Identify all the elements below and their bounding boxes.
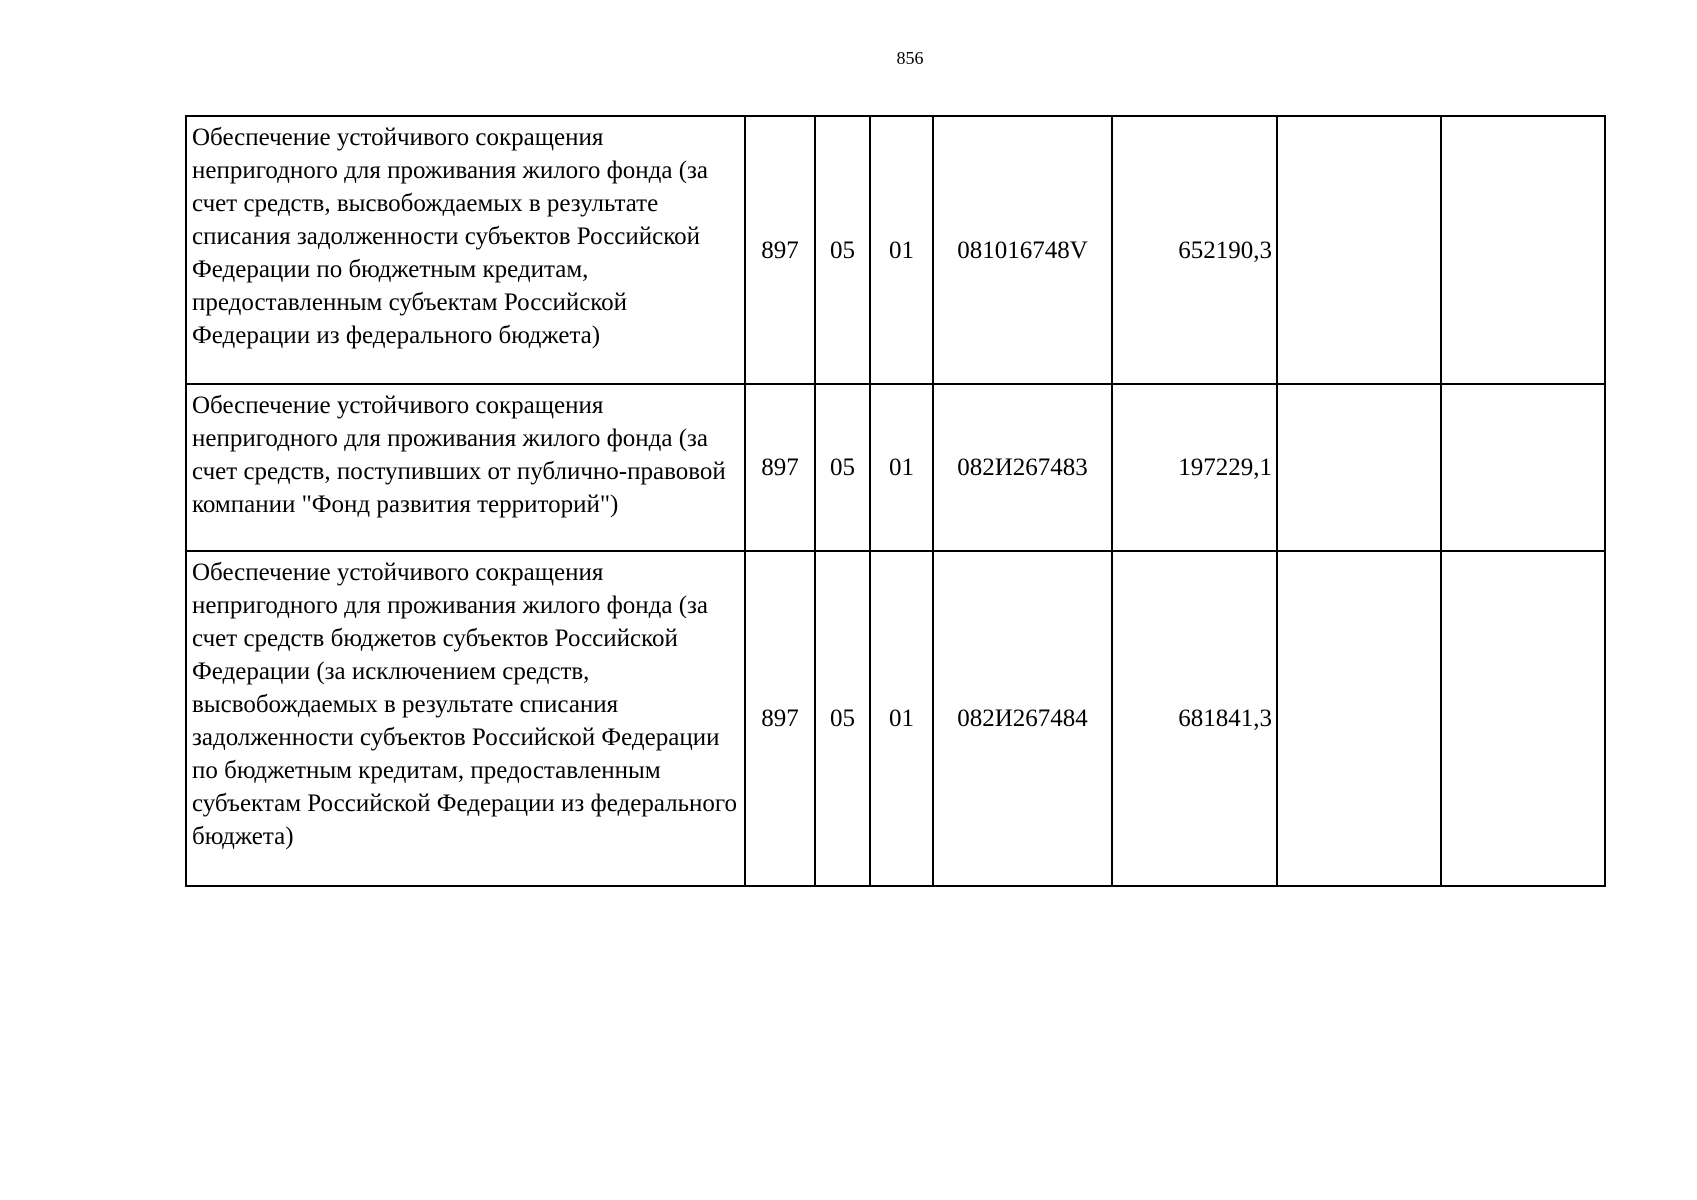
target-article-code: 082И267483 (933, 384, 1112, 551)
row-description: Обеспечение устойчивого сокращения непригодного для проживания жилого фонда (за счет средств бюджетов субъектов Российской Федерации (за исключением средств, высвобождаемых в результате списания задолженности субъектов Российской Федерации по бюджетным кредитам, предоставленным субъектам Российской Федерации из федерального бюджета) (186, 551, 745, 886)
section-code: 05 (815, 384, 870, 551)
table-row (186, 116, 1605, 384)
target-article-code: 081016748V (933, 116, 1112, 384)
amount-cell: 681841,3 (1112, 551, 1277, 886)
empty-cell (1277, 551, 1441, 886)
ministry-code: 897 (745, 551, 815, 886)
section-code: 05 (815, 116, 870, 384)
ministry-code: 897 (745, 384, 815, 551)
ministry-code: 897 (745, 116, 815, 384)
empty-cell (1441, 551, 1605, 886)
row-description: Обеспечение устойчивого сокращения непригодного для проживания жилого фонда (за счет средств, высвобождаемых в результате списания задолженности субъектов Российской Федерации по бюджетным кредитам, предоставленным субъектам Российской Федерации из федерального бюджета) (186, 116, 745, 384)
amount-cell: 197229,1 (1112, 384, 1277, 551)
empty-cell (1441, 116, 1605, 384)
table-row (186, 384, 1605, 551)
budget-table (185, 115, 1606, 887)
table-row (186, 551, 1605, 886)
section-code: 05 (815, 551, 870, 886)
empty-cell (1277, 384, 1441, 551)
subsection-code: 01 (870, 551, 933, 886)
subsection-code: 01 (870, 384, 933, 551)
empty-cell (1441, 384, 1605, 551)
page-number: 856 (896, 48, 924, 68)
row-description: Обеспечение устойчивого сокращения непригодного для проживания жилого фонда (за счет средств, поступивших от публично-правовой компании "Фонд развития территорий") (186, 384, 745, 551)
subsection-code: 01 (870, 116, 933, 384)
empty-cell (1277, 116, 1441, 384)
target-article-code: 082И267484 (933, 551, 1112, 886)
amount-cell: 652190,3 (1112, 116, 1277, 384)
